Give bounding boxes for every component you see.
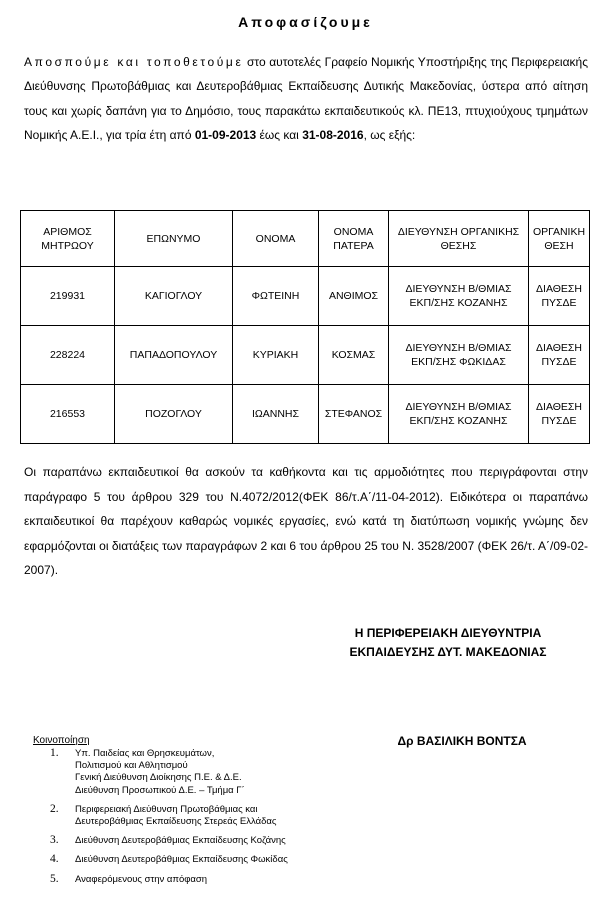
list-item xyxy=(50,854,288,866)
cc-item-line: Αναφερόμενους στην απόφαση xyxy=(75,873,208,885)
intro-text-c: , ως εξής: xyxy=(363,127,416,142)
cc-item-line: Δευτεροβάθμιας Εκπαίδευσης Στερεάς Ελλάδας xyxy=(75,816,277,828)
header-organic-position: ΟΡΓΑΝΙΚΗ ΘΕΣΗ xyxy=(529,211,590,267)
header-registry-number: ΑΡΙΘΜΟΣ ΜΗΤΡΩΟΥ xyxy=(21,211,115,267)
decision-heading: Αποφασίζουμε xyxy=(238,14,373,30)
cc-item-number: 5. xyxy=(50,872,59,885)
cell-father-name: ΑΝΘΙΜΟΣ xyxy=(319,267,389,326)
intro-text-a: στο αυτοτελές Γραφείο Νομικής Υποστήριξης της Περιφερειακής Διεύθυνσης Πρωτοβάθμιας και Δευτεροβάθμιας Εκπαίδευσης Δυτικής Μακεδονίας, ύστερα από αίτηση τους και χωρίς δαπάνη για το Δημόσιο, τους παρακάτω εκπαιδευτικούς κλ. ΠΕ13, πτυχιούχους τμημάτων Νομικής Α.Ε.Ι., για τρία έτη από xyxy=(24,55,588,142)
list-item xyxy=(50,874,288,886)
table-row xyxy=(21,267,590,326)
signature-block xyxy=(290,624,606,662)
staff-table xyxy=(20,210,590,444)
header-organic-directorate: ΔΙΕΥΘΥΝΣΗ ΟΡΓΑΝΙΚΗΣ ΘΕΣΗΣ xyxy=(389,211,529,267)
cell-first-name: ΦΩΤΕΙΝΗ xyxy=(233,267,319,326)
header-father-name: ΟΝΟΜΑ ΠΑΤΕΡΑ xyxy=(319,211,389,267)
list-item xyxy=(50,835,288,847)
cc-item-line: Διεύθυνση Δευτεροβάθμιας Εκπαίδευσης Κοζάνης xyxy=(75,835,286,847)
cc-item-number: 2. xyxy=(50,802,59,815)
table-row xyxy=(21,385,590,444)
table-row xyxy=(21,326,590,385)
cell-registry-number: 228224 xyxy=(21,326,115,385)
cell-first-name: ΚΥΡΙΑΚΗ xyxy=(233,326,319,385)
cc-item-number: 1. xyxy=(50,747,59,759)
cc-item-number: 3. xyxy=(50,834,59,847)
header-first-name: ΟΝΟΜΑ xyxy=(233,211,319,267)
signatory-name: Δρ ΒΑΣΙΛΙΚΗ ΒΟΝΤΣΑ xyxy=(397,734,527,748)
intro-text-b: έως και xyxy=(256,127,303,142)
cell-organic-directorate: ΔΙΕΥΘΥΝΣΗ Β/ΘΜΙΑΣ ΕΚΠ/ΣΗΣ ΦΩΚΙΔΑΣ xyxy=(389,326,529,385)
cc-item-line: Γενική Διεύθυνση Διοίκησης Π.Ε. & Δ.Ε. xyxy=(75,772,242,784)
cell-organic-position: ΔΙΑΘΕΣΗ ΠΥΣΔΕ xyxy=(529,267,590,326)
cell-organic-directorate: ΔΙΕΥΘΥΝΣΗ Β/ΘΜΙΑΣ ΕΚΠ/ΣΗΣ ΚΟΖΑΝΗΣ xyxy=(389,385,529,444)
list-item xyxy=(50,748,288,797)
list-item xyxy=(50,804,288,828)
cell-father-name: ΣΤΕΦΑΝΟΣ xyxy=(319,385,389,444)
cell-organic-position: ΔΙΑΘΕΣΗ ΠΥΣΔΕ xyxy=(529,326,590,385)
cell-surname: ΠΑΠΑΔΟΠΟΥΛΟΥ xyxy=(115,326,233,385)
cc-item-line: Πολιτισμού και Αθλητισμού xyxy=(75,760,188,772)
cell-surname: ΚΑΓΙΟΓΛΟΥ xyxy=(115,267,233,326)
cell-surname: ΠΟΖΟΓΛΟΥ xyxy=(115,385,233,444)
signatory-title-line-1: Η ΠΕΡΙΦΕΡΕΙΑΚΗ ΔΙΕΥΘΥΝΤΡΙΑ xyxy=(354,626,542,640)
cc-item-number: 4. xyxy=(50,853,59,866)
signatory-title-line-2: ΕΚΠΑΙΔΕΥΣΗΣ ΔΥΤ. ΜΑΚΕΔΟΝΙΑΣ xyxy=(349,645,547,659)
date-to: 31-08-2016 xyxy=(302,127,364,142)
cc-item-line: Υπ. Παιδείας και Θρησκευμάτων, xyxy=(75,748,215,759)
cell-first-name: ΙΩΑΝΝΗΣ xyxy=(233,385,319,444)
header-surname: ΕΠΩΝΥΜΟ xyxy=(115,211,233,267)
cell-organic-position: ΔΙΑΘΕΣΗ ΠΥΣΔΕ xyxy=(529,385,590,444)
intro-paragraph xyxy=(24,50,588,147)
table-header-row xyxy=(21,211,590,267)
cell-organic-directorate: ΔΙΕΥΘΥΝΣΗ Β/ΘΜΙΑΣ ΕΚΠ/ΣΗΣ ΚΟΖΑΝΗΣ xyxy=(389,267,529,326)
cc-item-line: Διεύθυνση Δευτεροβάθμιας Εκπαίδευσης Φωκίδας xyxy=(75,854,288,866)
cell-father-name: ΚΟΣΜΑΣ xyxy=(319,326,389,385)
duties-paragraph: Οι παραπάνω εκπαιδευτικοί θα ασκούν τα καθήκοντα και τις αρμοδιότητες που περιγράφονται στην παράγραφο 5 του άρθρου 329 του Ν.4072/2012(ΦΕΚ 86/τ.Α΄/11-04-2012). Ειδικότερα οι παραπάνω εκπαιδευτικοί θα παρέχουν καθαρώς νομικές εργασίες, ενώ κατά τη διατύπωση νομικής γνώμης δεν εφαρμόζονται οι διατάξεις των παραγράφων 2 και 6 του άρθρου 25 του Ν. 3528/2007 (ΦΕΚ 26/τ. Α΄/09-02-2007). xyxy=(24,465,588,577)
intro-lead-verbs: Αποσπούμε και τοποθετούμε xyxy=(24,55,244,69)
cc-title: Κοινοποίηση xyxy=(33,735,90,746)
cell-registry-number: 216553 xyxy=(21,385,115,444)
cell-registry-number: 219931 xyxy=(21,267,115,326)
cc-item-line: Διεύθυνση Προσωπικού Δ.Ε. – Τμήμα Γ΄ xyxy=(75,784,245,796)
cc-list xyxy=(50,748,288,893)
date-from: 01-09-2013 xyxy=(194,127,257,142)
cc-item-line: Περιφερειακή Διεύθυνση Πρωτοβάθμιας και xyxy=(75,803,258,815)
